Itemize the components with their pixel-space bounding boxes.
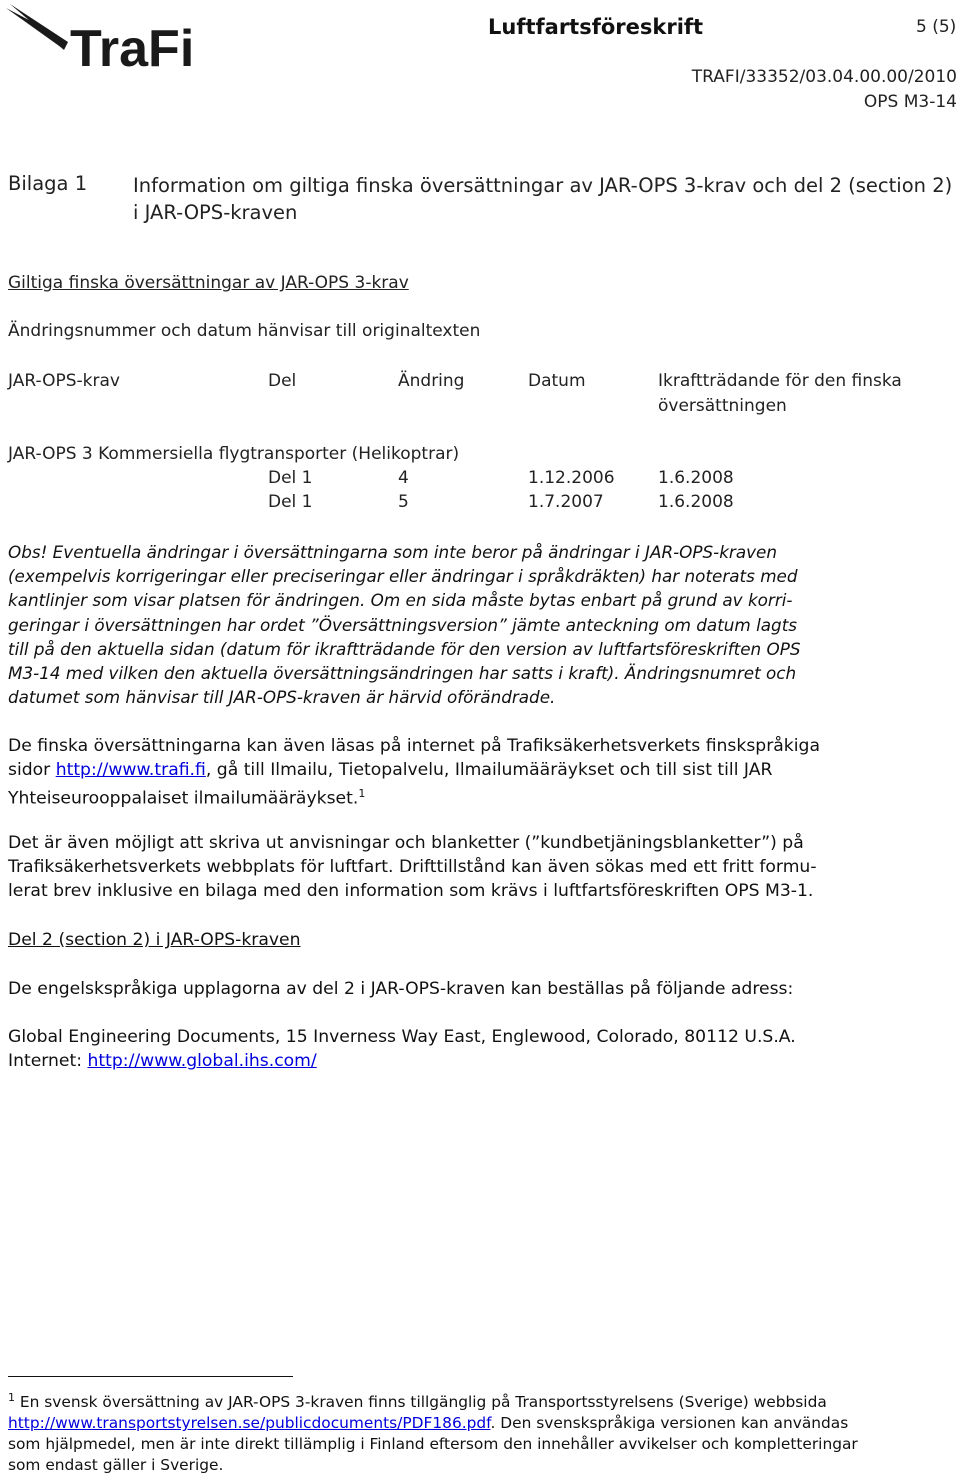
forms-line: Trafiksäkerhetsverkets webbplats för luftfart. Drifttillstånd kan även sökas med ett fritt formu- bbox=[8, 857, 817, 878]
footnote-line-1 bbox=[8, 1387, 960, 1413]
table-group-title: JAR-OPS 3 Kommersiella flygtransporter (Helikoptrar) bbox=[8, 444, 460, 464]
obs-line: till på den aktuella sidan (datum för ikraftträdande för den version av luftfartsföreskriften OPS bbox=[8, 638, 801, 659]
footnote-line-2 bbox=[8, 1413, 960, 1434]
col-header-part: Del bbox=[268, 371, 297, 391]
amendment-note: Ändringsnummer och datum hänvisar till originaltexten bbox=[8, 321, 481, 341]
internet-line-2-post: , gå till Ilmailu, Tietopalvelu, Ilmailumääräykset och till sist till JAR bbox=[205, 760, 773, 781]
logo-text: TraFi bbox=[70, 20, 195, 72]
section2-order-text: De engelskspråkiga upplagorna av del 2 i JAR-OPS-kraven kan beställas på följande adress: bbox=[8, 979, 794, 999]
col-header-req: JAR-OPS-krav bbox=[8, 371, 120, 391]
obs-line: M3-14 med vilken den aktuella översättningsändringen har satts i kraft). Ändringsnumret och bbox=[8, 663, 797, 684]
col-header-date: Datum bbox=[528, 371, 586, 391]
address-block bbox=[8, 1025, 960, 1073]
cell-part: Del 1 bbox=[268, 492, 313, 512]
footnote-line-4: som endast gäller i Sverige. bbox=[8, 1456, 224, 1475]
page-number: 5 (5) bbox=[916, 17, 957, 37]
footnote-number: 1 bbox=[8, 1391, 15, 1404]
forms-line: Det är även möjligt att skriva ut anvisningar och blanketter (”kundbetjäningsblanketter”) på bbox=[8, 833, 804, 853]
cell-date: 1.7.2007 bbox=[528, 492, 604, 512]
footnote-divider bbox=[8, 1376, 293, 1377]
transportstyrelsen-link[interactable]: http://www.transportstyrelsen.se/publicdocuments/PDF186.pdf bbox=[8, 1414, 491, 1433]
global-ihs-link[interactable]: http://www.global.ihs.com/ bbox=[87, 1051, 317, 1072]
internet-line-2 bbox=[8, 758, 960, 782]
valid-translations-heading: Giltiga finska översättningar av JAR-OPS 3-krav bbox=[8, 273, 409, 293]
logo-swoosh-2 bbox=[10, 4, 68, 50]
forms-paragraph bbox=[8, 831, 960, 904]
obs-line: geringar i översättningen har ordet ”Översättningsversion” jämte anteckning om datum lagts bbox=[8, 614, 798, 635]
col-header-effective-2: översättningen bbox=[658, 396, 787, 416]
internet-paragraph bbox=[8, 734, 960, 811]
cell-amend: 5 bbox=[398, 492, 409, 512]
address-line: Global Engineering Documents, 15 Inverness Way East, Englewood, Colorado, 80112 U.S.A. bbox=[8, 1027, 796, 1047]
obs-paragraph bbox=[8, 540, 960, 709]
logo-swoosh bbox=[6, 8, 62, 48]
obs-line: (exempelvis korrigeringar eller preciseringar eller ändringar i språkdräkten) har noterats med bbox=[8, 566, 798, 587]
obs-line: datumet som hänvisar till JAR-OPS-kraven är härvid oförändrade. bbox=[8, 687, 556, 708]
internet-line-3 bbox=[8, 782, 960, 811]
cell-effective: 1.6.2008 bbox=[658, 492, 734, 512]
col-header-effective: Ikraftträdande för den finska bbox=[658, 371, 902, 391]
col-header-amend: Ändring bbox=[398, 371, 465, 391]
obs-line: kantlinjer som visar platsen för ändringen. Om en sida måste bytas enbart på grund av korri- bbox=[8, 590, 793, 611]
document-reference: TRAFI/33352/03.04.00.00/2010 bbox=[691, 67, 957, 87]
forms-line: lerat brev inklusive en bilaga med den information som krävs i luftfartsföreskriften OPS M3-1. bbox=[8, 881, 814, 902]
footnote-line-1-text: En svensk översättning av JAR-OPS 3-kraven finns tillgänglig på Transportsstyrelsens (Sverige) webbsida bbox=[15, 1393, 827, 1412]
footnote-ref[interactable]: 1 bbox=[358, 787, 366, 801]
cell-date: 1.12.2006 bbox=[528, 468, 615, 488]
trafi-link[interactable]: http://www.trafi.fi bbox=[55, 760, 206, 781]
internet-label: Internet: bbox=[8, 1051, 88, 1072]
cell-effective: 1.6.2008 bbox=[658, 468, 734, 488]
document-type: Luftfartsföreskrift bbox=[488, 15, 704, 39]
internet-line bbox=[8, 1049, 960, 1073]
annex-label: Bilaga 1 bbox=[8, 172, 88, 195]
internet-line-2-pre: sidor bbox=[8, 760, 56, 781]
footnote-line-2-post: . Den svenskspråkiga versionen kan användas bbox=[490, 1414, 849, 1433]
annex-title: Information om giltiga finska översättningar av JAR-OPS 3-krav och del 2 (section 2) i JAR-OPS-kraven bbox=[133, 174, 953, 224]
obs-line: Obs! Eventuella ändringar i översättningarna som inte beror på ändringar i JAR-OPS-kraven bbox=[8, 542, 777, 562]
trafi-logo bbox=[4, 2, 226, 72]
internet-line-3-text: Yhteiseurooppalaiset ilmailumääräykset. bbox=[8, 789, 359, 810]
internet-line-1: De finska översättningarna kan även läsas på internet på Trafiksäkerhetsverkets finskspråkiga bbox=[8, 736, 820, 756]
section2-heading: Del 2 (section 2) i JAR-OPS-kraven bbox=[8, 930, 301, 950]
cell-amend: 4 bbox=[398, 468, 409, 488]
footnote-line-3: som hjälpmedel, men är inte direkt tillämplig i Finland eftersom den innehåller avvikelser och kompletteringar bbox=[8, 1435, 858, 1454]
footnote bbox=[8, 1387, 960, 1476]
regulation-id: OPS M3-14 bbox=[863, 92, 957, 112]
cell-part: Del 1 bbox=[268, 468, 313, 488]
